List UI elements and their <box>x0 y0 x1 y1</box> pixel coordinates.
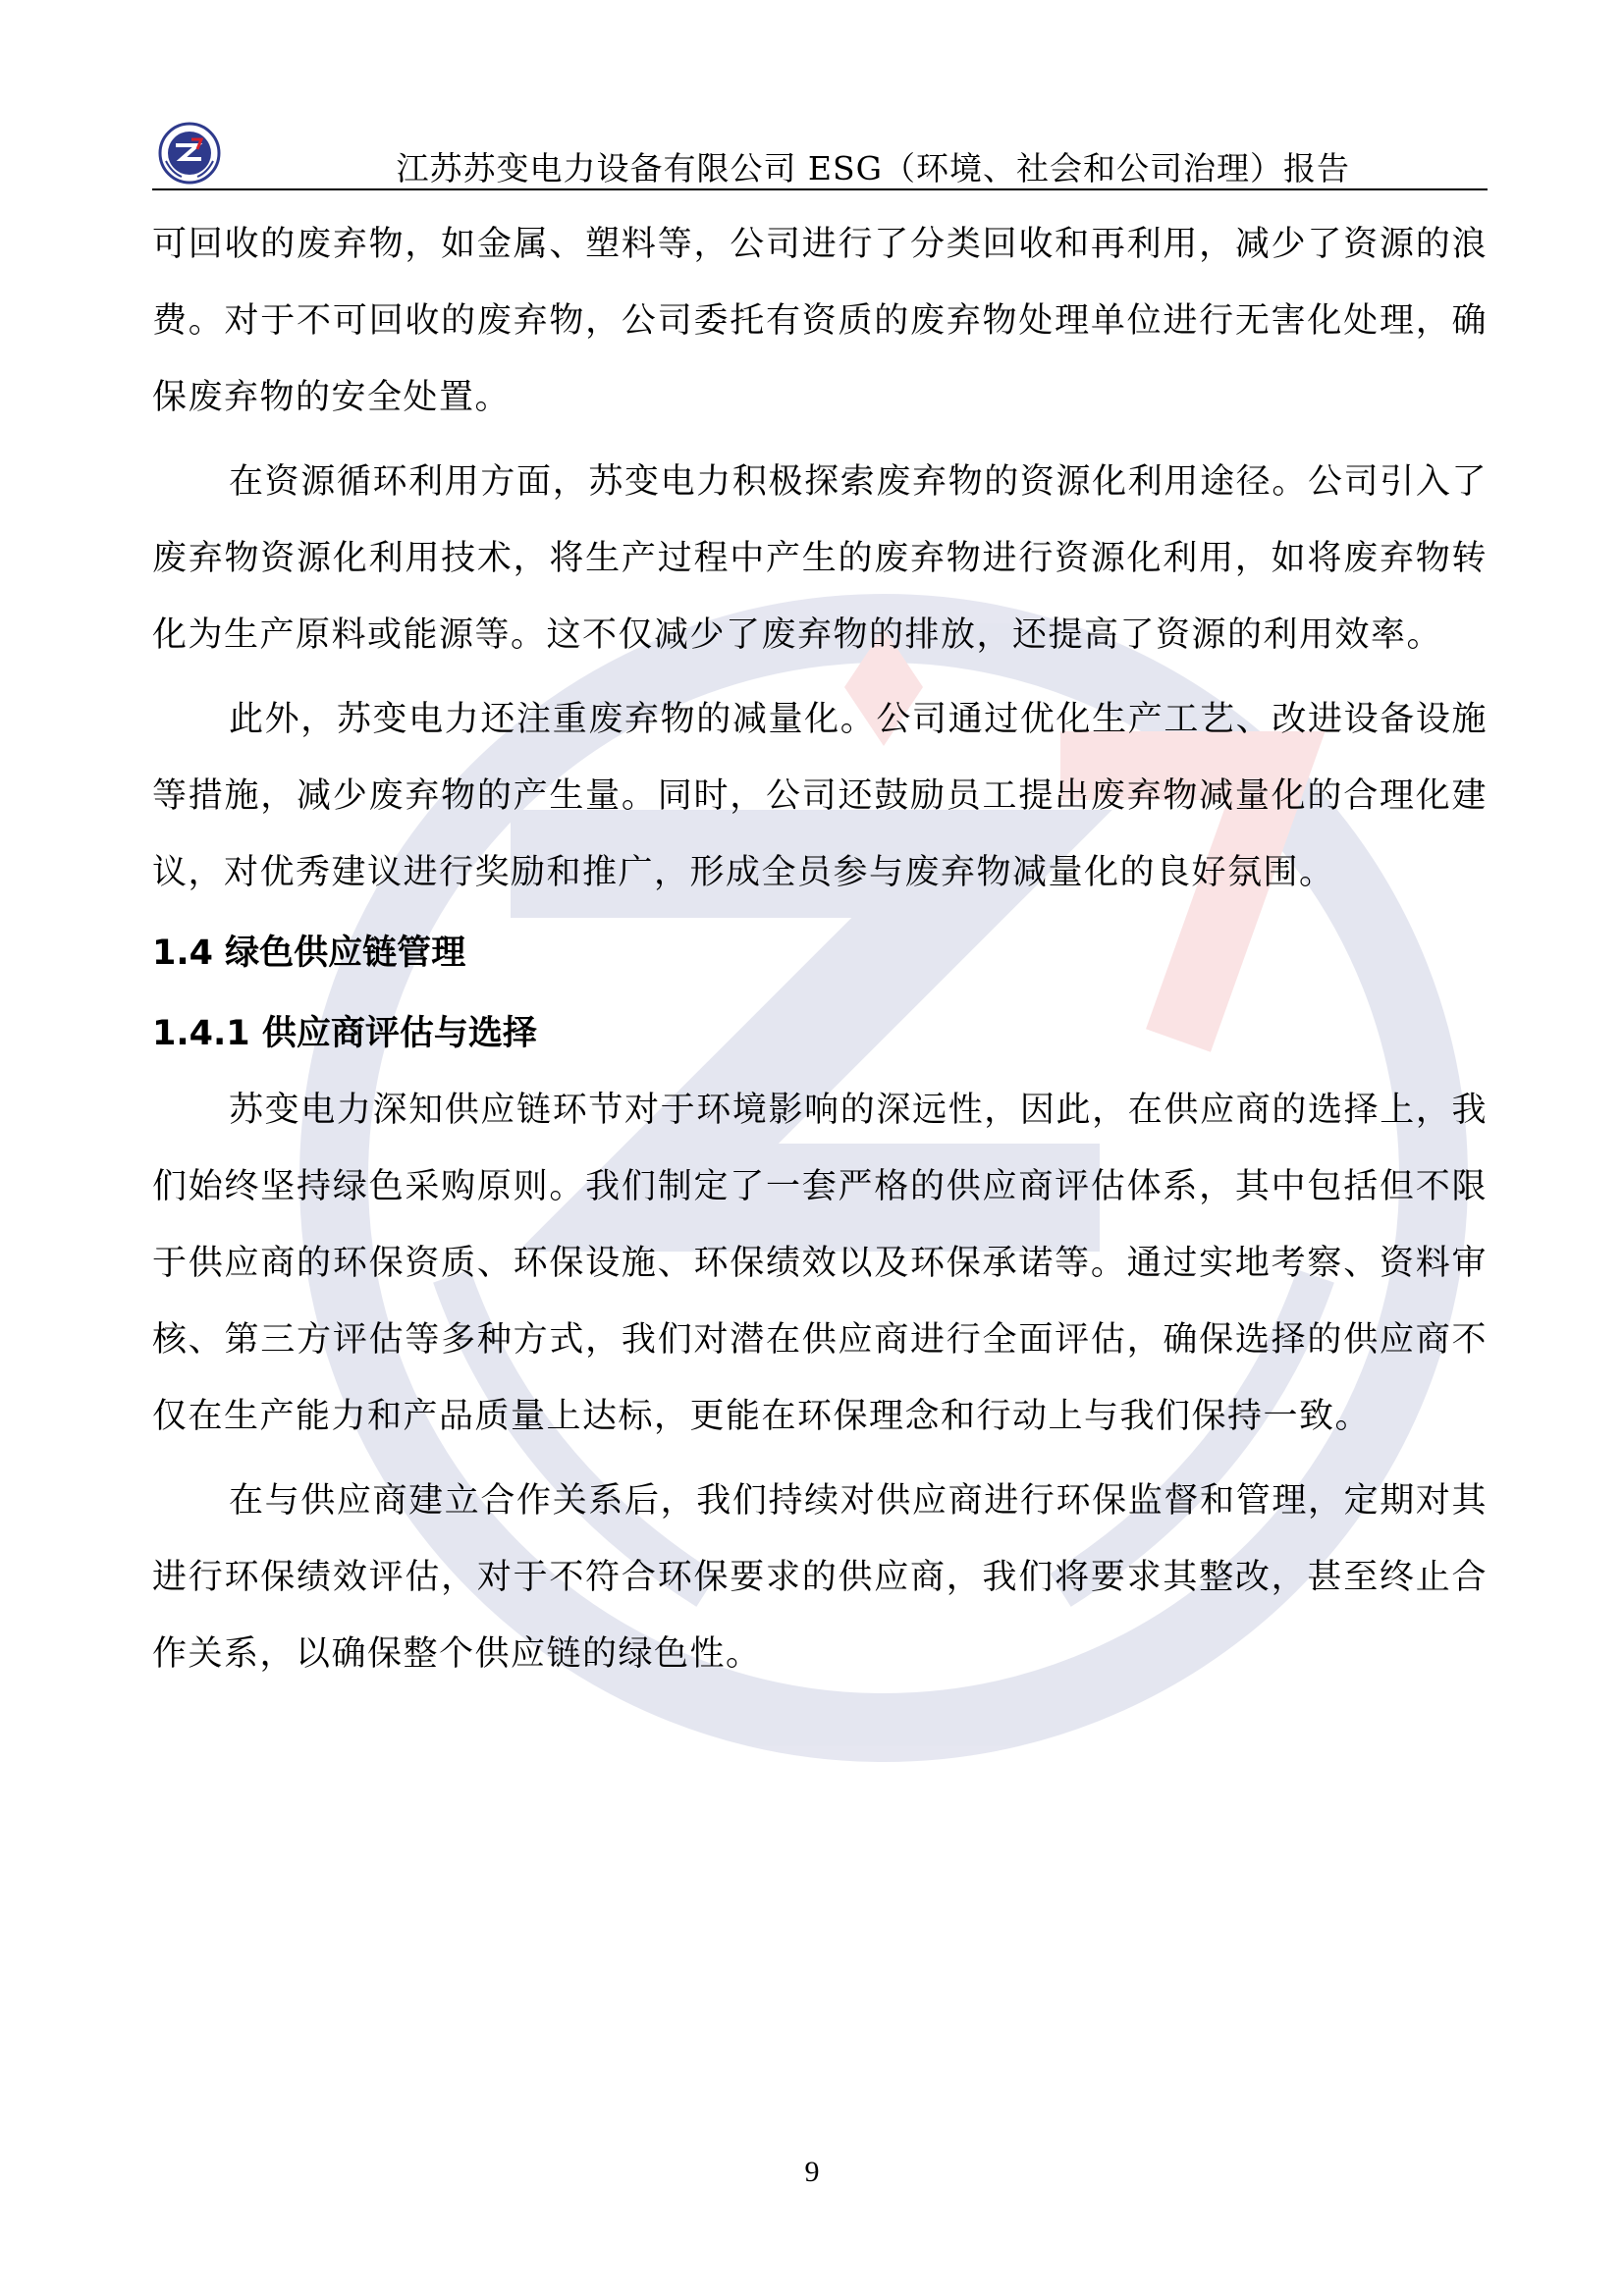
body-paragraph: 在资源循环利用方面，苏变电力积极探索废弃物的资源化利用途径。公司引入了废弃物资源化利用技术，将生产过程中产生的废弃物进行资源化利用，如将废弃物转化为生产原料或能源等。这不仅减少了废弃物的排放，还提高了资源的利用效率。 <box>152 462 1488 655</box>
page-header <box>152 118 1488 190</box>
page-number: 9 <box>804 2156 820 2188</box>
body-paragraph: 苏变电力深知供应链环节对于环境影响的深远性，因此，在供应商的选择上，我们始终坚持绿色采购原则。我们制定了一套严格的供应商评估体系，其中包括但不限于供应商的环保资质、环保设施、环保绩效以及环保承诺等。通过实地考察、资料审核、第三方评估等多种方式，我们对潜在供应商进行全面评估，确保选择的供应商不仅在生产能力和产品质量上达标，更能在环保理念和行动上与我们保持一致。 <box>152 1091 1488 1436</box>
body-paragraph: 此外，苏变电力还注重废弃物的减量化。公司通过优化生产工艺、改进设备设施等措施，减少废弃物的产生量。同时，公司还鼓励员工提出废弃物减量化的合理化建议，对优秀建议进行奖励和推广，形成全员参与废弃物减量化的良好氛围。 <box>152 700 1488 892</box>
body-paragraph: 可回收的废弃物，如金属、塑料等，公司进行了分类回收和再利用，减少了资源的浪费。对于不可回收的废弃物，公司委托有资质的废弃物处理单位进行无害化处理，确保废弃物的安全处置。 <box>152 225 1488 417</box>
page-content <box>152 206 1488 1692</box>
header-title: 江苏苏变电力设备有限公司 ESG（环境、社会和公司治理）报告 <box>396 149 1350 187</box>
subsection-heading: 1.4.1 供应商评估与选择 <box>152 1014 537 1053</box>
company-logo-icon <box>158 122 221 185</box>
section-heading: 1.4 绿色供应链管理 <box>152 934 466 973</box>
body-paragraph: 在与供应商建立合作关系后，我们持续对供应商进行环保监督和管理，定期对其进行环保绩效评估，对于不符合环保要求的供应商，我们将要求其整改，甚至终止合作关系，以确保整个供应链的绿色性。 <box>152 1481 1488 1674</box>
